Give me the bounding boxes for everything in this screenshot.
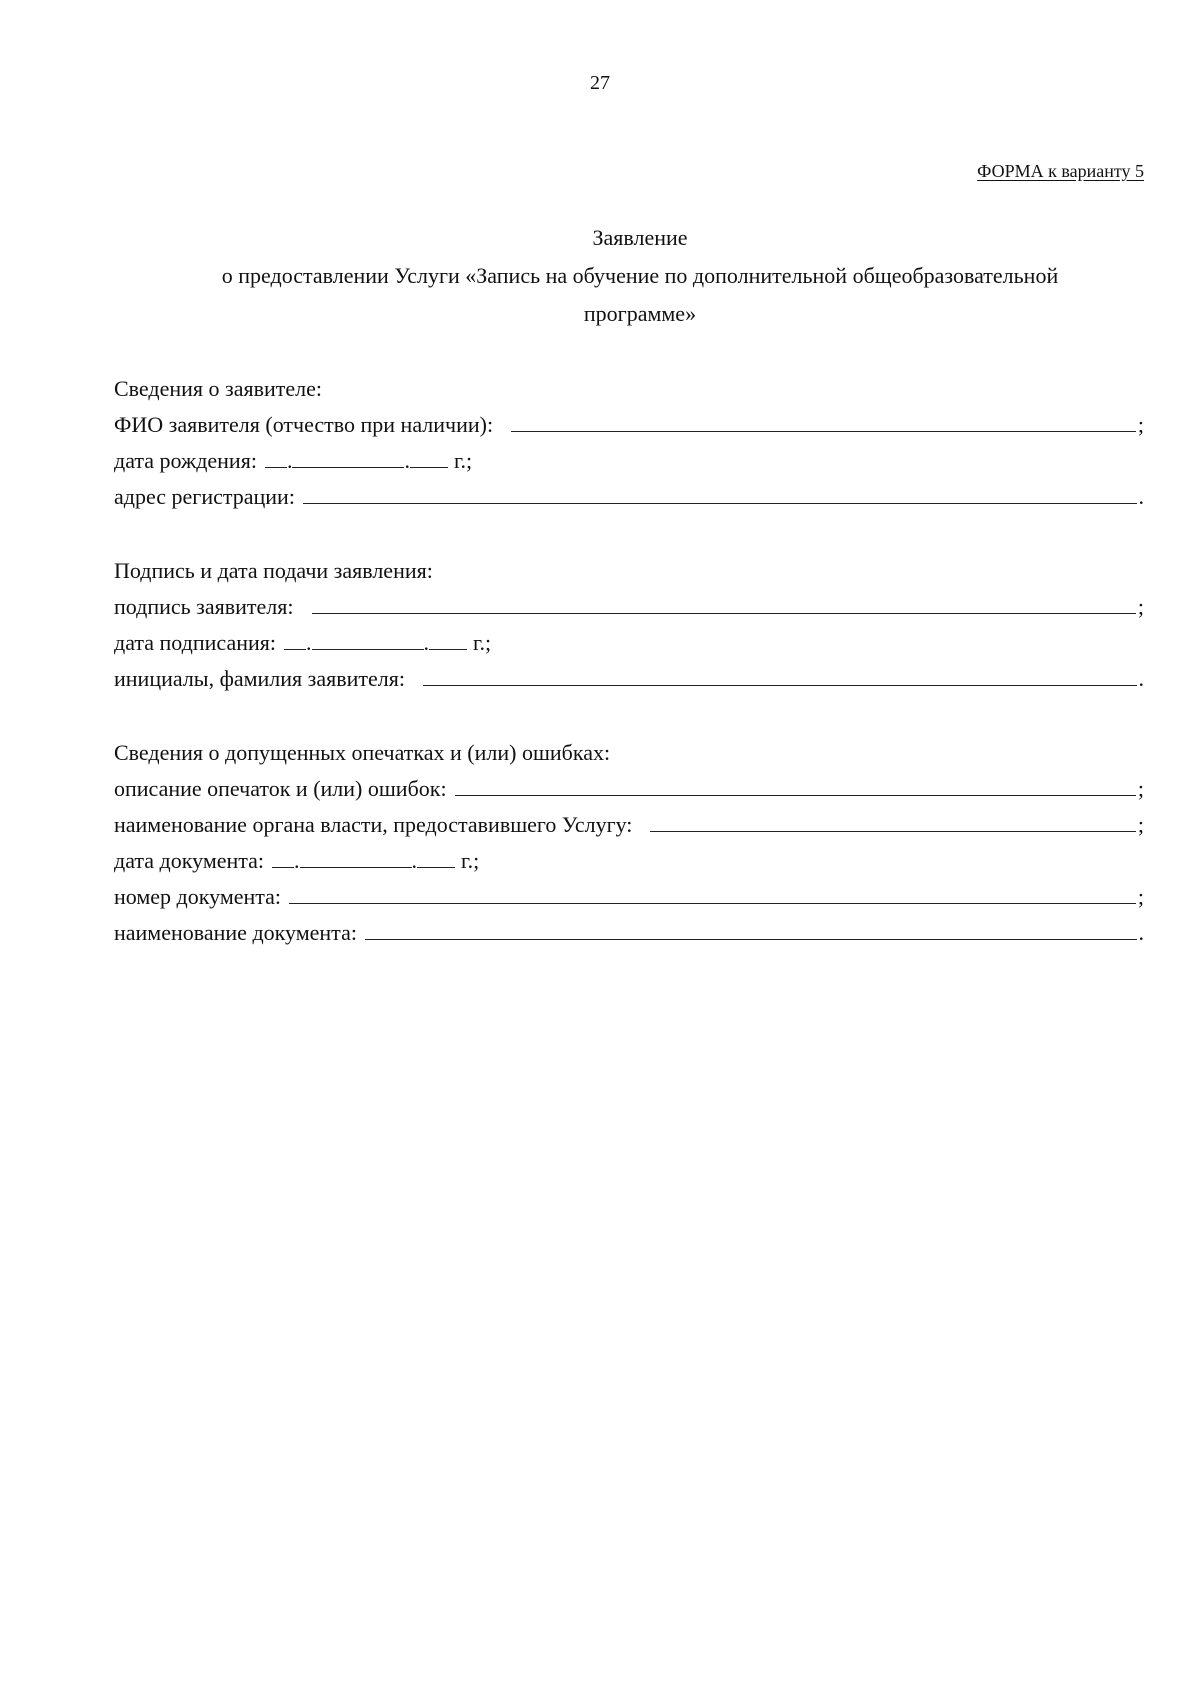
doc-number-end: ; <box>1137 884 1144 909</box>
sign-field[interactable] <box>312 589 1136 614</box>
doc-number-field[interactable] <box>289 879 1136 904</box>
authority-field[interactable] <box>650 807 1135 832</box>
birth-date-sep-1: . <box>286 448 293 473</box>
doc-number-row <box>114 874 1144 910</box>
initials-end: . <box>1138 666 1144 691</box>
error-desc-end: ; <box>1137 776 1144 801</box>
authority-row <box>114 802 1144 838</box>
birth-year-suffix: г.; <box>453 448 473 473</box>
sign-row <box>114 584 1144 620</box>
doc-year-field[interactable] <box>417 845 455 868</box>
sign-month-field[interactable] <box>312 627 424 650</box>
doc-month-field[interactable] <box>300 845 412 868</box>
doc-date-label: дата документа: <box>114 848 265 873</box>
address-row <box>114 474 1144 510</box>
doc-date-sep-2: . <box>411 848 418 873</box>
title-line-3: программе» <box>583 301 697 326</box>
doc-day-field[interactable] <box>272 845 294 868</box>
doc-number-label: номер документа: <box>114 884 282 909</box>
title-line-2: о предоставлении Услуги «Запись на обучение по дополнительной общеобразовательной <box>221 263 1059 288</box>
doc-name-end: . <box>1138 920 1144 945</box>
doc-date-row <box>114 838 1144 874</box>
sign-date-sep-2: . <box>423 630 429 655</box>
error-desc-field[interactable] <box>455 771 1136 796</box>
sign-day-field[interactable] <box>284 627 306 650</box>
birth-year-field[interactable] <box>410 445 448 468</box>
doc-date-sep-1: . <box>294 848 300 873</box>
birth-month-field[interactable] <box>292 445 404 468</box>
errors-section <box>114 730 1144 946</box>
initials-field[interactable] <box>423 661 1137 686</box>
signature-heading-row <box>114 548 1144 584</box>
doc-date-suffix: г.; <box>461 848 480 873</box>
sign-date-suffix: г.; <box>473 630 492 655</box>
sign-date-row <box>114 620 1144 656</box>
initials-row <box>114 656 1144 692</box>
doc-name-label: наименование документа: <box>114 920 357 945</box>
applicant-heading: Сведения о заявителе: <box>114 376 323 401</box>
initials-label: инициалы, фамилия заявителя: <box>114 666 405 691</box>
document-title <box>120 219 1160 333</box>
applicant-heading-row <box>114 366 1144 402</box>
sign-year-field[interactable] <box>429 627 467 650</box>
doc-name-row <box>114 910 1144 946</box>
fio-field[interactable] <box>511 407 1136 432</box>
birth-day-field[interactable] <box>265 445 287 468</box>
sign-end: ; <box>1137 594 1144 619</box>
sign-date-label: дата подписания: <box>114 630 276 655</box>
fio-end: ; <box>1137 412 1144 437</box>
birth-date-row <box>114 438 1144 474</box>
title-line-1: Заявление <box>592 225 688 250</box>
signature-section <box>114 548 1144 692</box>
birth-date-label: дата рождения: <box>114 448 257 473</box>
error-desc-row <box>114 766 1144 802</box>
sign-label: подпись заявителя: <box>114 594 294 619</box>
applicant-section <box>114 366 1144 510</box>
birth-date-sep-2: . <box>404 448 410 473</box>
fio-row <box>114 402 1144 438</box>
form-reference: ФОРМА к варианту 5 <box>977 161 1144 181</box>
address-label: адрес регистрации: <box>114 484 295 509</box>
errors-heading: Сведения о допущенных опечатках и (или) ошибках: <box>114 740 611 765</box>
signature-heading: Подпись и дата подачи заявления: <box>114 558 433 583</box>
error-desc-label: описание опечаток и (или) ошибок: <box>114 776 447 801</box>
address-end: . <box>1138 484 1144 509</box>
sign-date-sep-1: . <box>306 630 312 655</box>
page-number: 27 <box>590 72 610 94</box>
doc-name-field[interactable] <box>365 915 1137 940</box>
address-field[interactable] <box>303 479 1137 504</box>
authority-label: наименование органа власти, предоставившего Услугу: <box>114 812 633 837</box>
errors-heading-row <box>114 730 1144 766</box>
authority-end: ; <box>1137 812 1144 837</box>
fio-label: ФИО заявителя (отчество при наличии): <box>114 412 494 437</box>
